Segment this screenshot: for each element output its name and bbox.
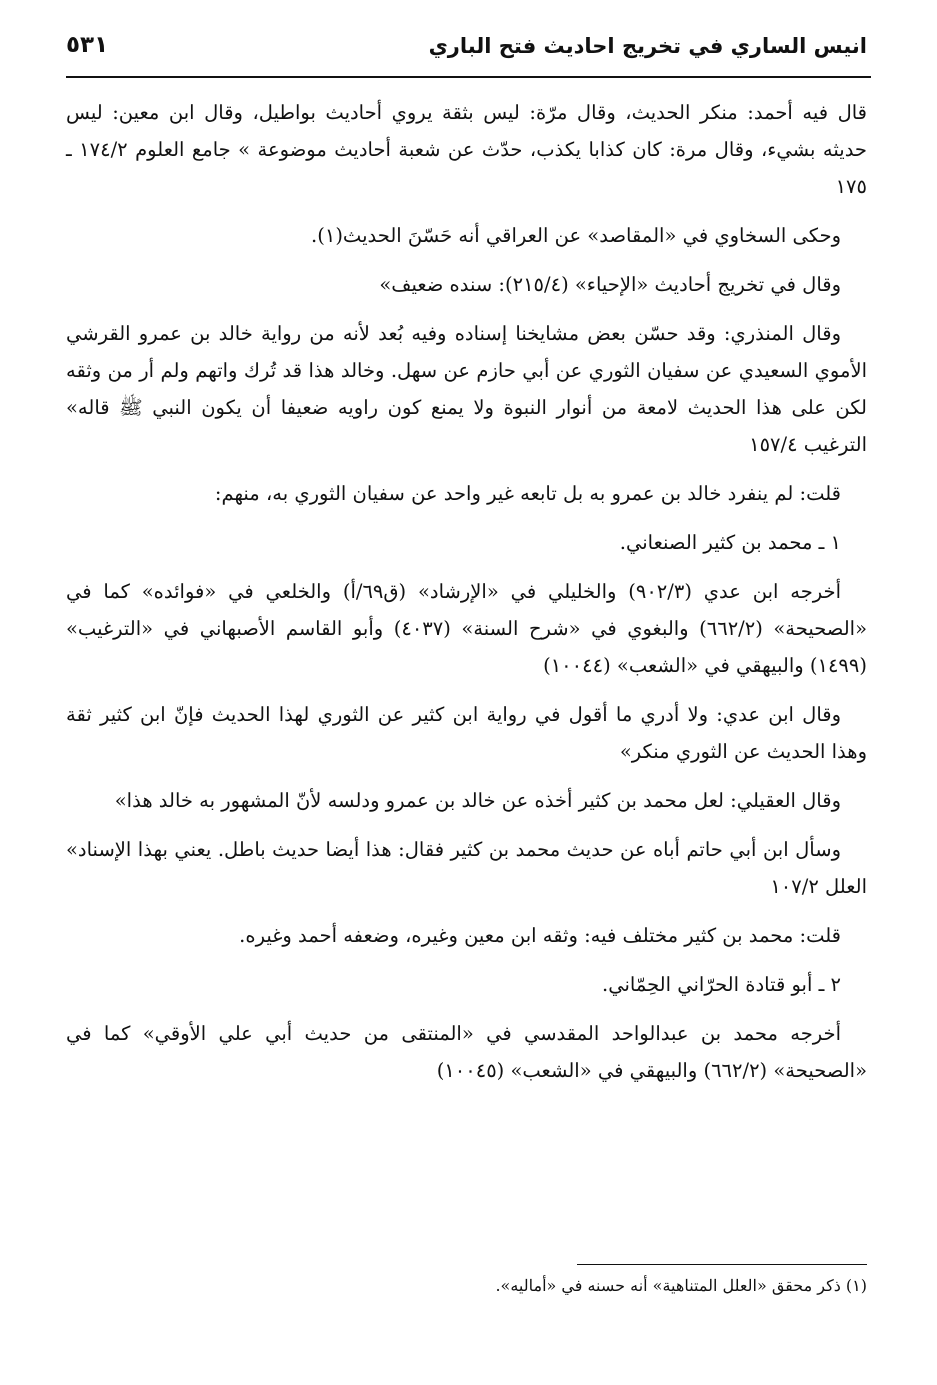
paragraph-ibn-abi-hatim: وسأل ابن أبي حاتم أباه عن حديث محمد بن كثير فقال: هذا أيضا حديث باطل. يعني بهذا الإسناد» العلل ١٠٧/٢ [66, 838, 867, 898]
paragraph-takhrij-2: أخرجه محمد بن عبدالواحد المقدسي في «المنتقى من حديث أبي علي الأوقي» كما في «الصحيحة» (٦٦٢/٢) والبيهقي في «الشعب» (١٠٠٤٥) [66, 1022, 867, 1082]
page-header [66, 30, 867, 76]
page-number: ٥٣١ [66, 32, 109, 58]
paragraph-ahmad-opinion: قال فيه أحمد: منكر الحديث، وقال مرّة: ليس بثقة يروي أحاديث بواطيل، وقال ابن معين: ليس حديثه بشيء، وقال مرة: كان كذابا يكذب، حدّث عن شعبة أحاديث موضوعة » جامع العلوم ١٧٤/٢ ـ ١٧٥ [66, 101, 867, 198]
paragraph-qultu-1: قلت: لم ينفرد خالد بن عمرو به بل تابعه غير واحد عن سفيان الثوري به، منهم: [214, 482, 841, 505]
running-title: انيس الساري في تخريج احاديث فتح الباري [428, 34, 867, 58]
paragraph-item-1-heading: ١ ـ محمد بن كثير الصنعاني. [619, 531, 841, 554]
paragraph-ihya: وقال في تخريج أحاديث «الإحياء» (٢١٥/٤): سنده ضعيف» [379, 273, 841, 296]
main-text [66, 94, 867, 1101]
footnote-divider [577, 1264, 867, 1265]
paragraph-uqayli: وقال العقيلي: لعل محمد بن كثير أخذه عن خالد بن عمرو ودلسه لأنّ المشهور به خالد هذا» [114, 789, 841, 812]
paragraph-item-2-heading: ٢ ـ أبو قتادة الحرّاني الحِمّاني. [602, 973, 841, 996]
paragraph-ibn-adi: وقال ابن عدي: ولا أدري ما أقول في رواية ابن كثير عن الثوري لهذا الحديث فإنّ ابن كثير ثقة وهذا الحديث عن الثوري منكر» [66, 703, 867, 763]
paragraph-mundhiri: وقال المنذري: وقد حسّن بعض مشايخنا إسناده وفيه بُعد لأنه من رواية خالد بن عمرو القرشي الأموي السعيدي عن سفيان الثوري عن أبي حازم عن سهل. وخالد هذا قد تُرك واتهم ولم أر من وثقه لكن على هذا الحديث لامعة من أنوار النبوة ولا يمنع كون راويه ضعيفا أن يكون النبي ﷺ قاله» الترغيب ١٥٧/٤ [66, 322, 867, 456]
paragraph-sakhawi: وحكى السخاوي في «المقاصد» عن العراقي أنه حَسّنَ الحديث(١). [311, 224, 841, 247]
paragraph-takhrij-1: أخرجه ابن عدي (٩٠٢/٣) والخليلي في «الإرشاد» (ق٦٩/أ) والخلعي في «فوائده» كما في «الصحيحة» (٦٦٢/٢) والبغوي في «شرح السنة» (٤٠٣٧) وأبو القاسم الأصبهاني في «الترغيب» (١٤٩٩) والبيهقي في «الشعب» (١٠٠٤٤) [66, 580, 868, 677]
header-divider [66, 76, 871, 78]
footnote: (١) ذكر محقق «العلل المتناهية» أنه حسنه في «أماليه». [495, 1276, 867, 1295]
paragraph-qultu-2: قلت: محمد بن كثير مختلف فيه: وثقه ابن معين وغيره، وضعفه أحمد وغيره. [239, 924, 841, 947]
